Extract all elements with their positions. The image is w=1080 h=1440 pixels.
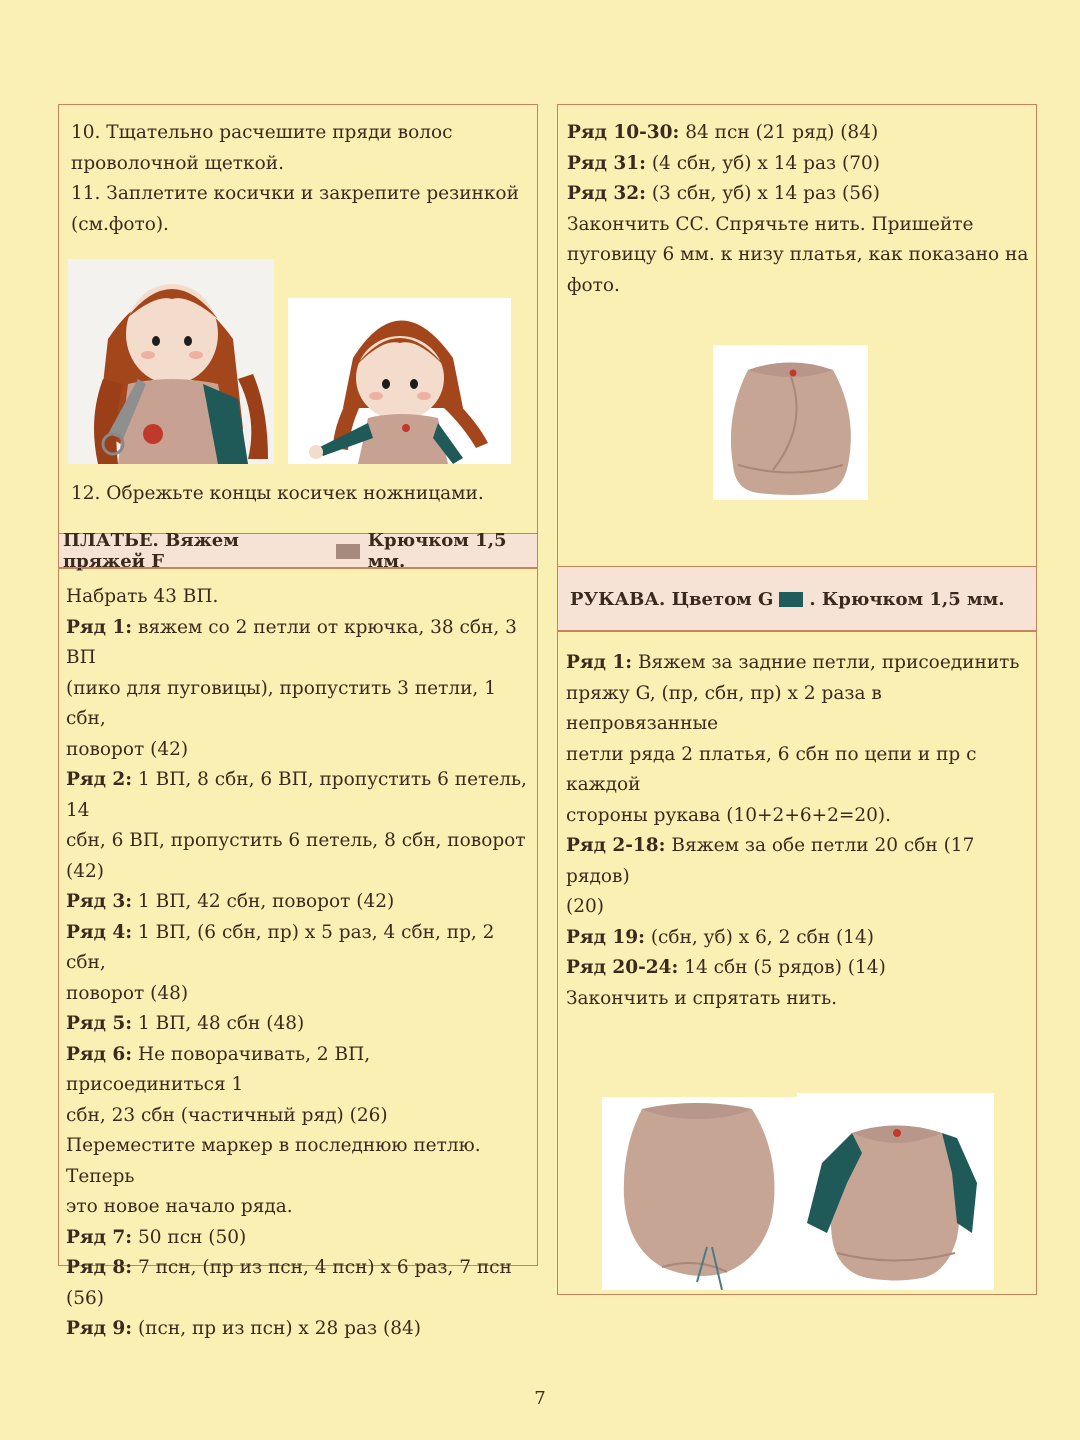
dress-start: Набрать 43 ВП. xyxy=(66,586,219,607)
sleeve-finish-note: Закончить и спрятать нить. xyxy=(566,987,838,1009)
step-12 xyxy=(71,479,531,510)
dress-row-2-cont: сбн, 6 ВП, пропустить 6 петель, 8 сбн, поворот xyxy=(66,830,526,851)
row-label: Ряд 4: xyxy=(66,921,133,943)
row-label: Ряд 2-18: xyxy=(566,835,666,856)
sleeve-row-1: Ряд 1: Вяжем за задние петли, присоединить xyxy=(566,652,1020,673)
row-label: Ряд 9: xyxy=(66,1318,133,1339)
page-number: 7 xyxy=(534,1388,546,1409)
dress-rows-continued xyxy=(567,118,1029,301)
step-11-cont: (см.фото). xyxy=(71,213,169,235)
dress-with-sleeves-photo xyxy=(797,1093,994,1290)
row-label: Ряд 10-30: xyxy=(567,122,680,143)
step-11-line: 11. Заплетите косички и закрепите резинкой xyxy=(71,183,519,204)
row-label: Ряд 32: xyxy=(567,183,646,204)
row-label: Ряд 31: xyxy=(567,152,646,174)
dress-photo xyxy=(713,345,868,500)
sleeve-row-1-cont: петли ряда 2 платья, 6 сбн по цепи и пр с каждой xyxy=(566,743,977,795)
dress-instructions xyxy=(66,582,532,1345)
sleeve-row-20-24: Ряд 20-24: 14 сбн (5 рядов) (14) xyxy=(566,957,886,978)
marker-note: Переместите маркер в последнюю петлю. Теперь xyxy=(66,1135,481,1187)
row-label: Ряд 3: xyxy=(66,891,133,912)
dress-header-hook: Крючком 1,5 мм. xyxy=(367,530,507,572)
row-label: Ряд 6: xyxy=(66,1043,133,1065)
dress-row-2-cont: (42) xyxy=(66,860,104,882)
finish-note: Закончить СС. Спрячьте нить. Пришейте xyxy=(567,213,974,235)
row-label: Ряд 19: xyxy=(566,926,645,948)
step-12-line: 12. Обрежьте концы косичек ножницами. xyxy=(71,483,484,504)
dress-row-7: Ряд 7: 50 псн (50) xyxy=(66,1226,247,1248)
sleeve-header-title: РУКАВА. Цветом G xyxy=(570,588,774,610)
yarn-g-swatch xyxy=(779,592,803,607)
dress-header-title: ПЛАТЬЕ. Вяжем пряжей F xyxy=(63,530,239,572)
hair-steps xyxy=(71,118,531,240)
dress-section-header xyxy=(58,530,538,572)
sleeve-row-1-cont: стороны рукава (10+2+6+2=20). xyxy=(566,804,892,826)
dress-row-1-cont: поворот (42) xyxy=(66,738,189,760)
sleeve-instructions xyxy=(566,648,1030,1014)
yarn-f-swatch xyxy=(336,544,360,559)
dress-row-8: Ряд 8: 7 псн, (пр из псн, 4 псн) х 6 раз, 7 псн (56) xyxy=(66,1257,512,1309)
sleeve-row-1-cont: пряжу G, (пр, сбн, пр) х 2 раза в непровязанные xyxy=(566,682,882,734)
sleeve-row-19: Ряд 19: (сбн, уб) х 6, 2 сбн (14) xyxy=(566,926,874,948)
doll-photo-braids xyxy=(288,298,511,464)
dress-row-4: Ряд 4: 1 ВП, (6 сбн, пр) х 5 раз, 4 сбн, пр, 2 сбн, xyxy=(66,921,495,973)
row-label: Ряд 2: xyxy=(66,769,133,790)
sleeve-section-header xyxy=(557,566,1037,632)
dress-row-5: Ряд 5: 1 ВП, 48 сбн (48) xyxy=(66,1013,305,1034)
dress-row-4-cont: поворот (48) xyxy=(66,982,189,1004)
dress-row-9: Ряд 9: (псн, пр из псн) х 28 раз (84) xyxy=(66,1318,421,1339)
row-label: Ряд 5: xyxy=(66,1013,133,1034)
dress-row-10-30: Ряд 10-30: 84 псн (21 ряд) (84) xyxy=(567,122,879,143)
dress-row-1-cont: (пико для пуговицы), пропустить 3 петли, 1 сбн, xyxy=(66,677,496,729)
row-label: Ряд 7: xyxy=(66,1226,133,1248)
step-10-cont: проволочной щеткой. xyxy=(71,152,284,174)
row-label: Ряд 8: xyxy=(66,1257,133,1278)
sleeve-header-hook: . Крючком 1,5 мм. xyxy=(809,588,1005,610)
row-label: Ряд 20-24: xyxy=(566,957,679,978)
sleeve-row-2-18: Ряд 2-18: Вяжем за обе петли 20 сбн (17 рядов) xyxy=(566,835,975,887)
row-label: Ряд 1: xyxy=(566,652,633,673)
dress-back-photo xyxy=(602,1097,797,1290)
marker-note-cont: это новое начало ряда. xyxy=(66,1196,293,1217)
doll-photo-brushing xyxy=(68,259,274,464)
step-10-line: 10. Тщательно расчешите пряди волос xyxy=(71,122,453,143)
dress-row-32: Ряд 32: (3 сбн, уб) х 14 раз (56) xyxy=(567,183,880,204)
dress-row-3: Ряд 3: 1 ВП, 42 сбн, поворот (42) xyxy=(66,891,395,912)
dress-row-1: Ряд 1: вяжем со 2 петли от крючка, 38 сбн, 3 ВП xyxy=(66,616,517,668)
finish-note-cont: пуговицу 6 мм. к низу платья, как показано на xyxy=(567,244,1029,265)
finish-note-cont: фото. xyxy=(567,274,620,296)
dress-row-6-cont: сбн, 23 сбн (частичный ряд) (26) xyxy=(66,1104,388,1126)
dress-row-6: Ряд 6: Не поворачивать, 2 ВП, присоединиться 1 xyxy=(66,1043,371,1095)
dress-row-31: Ряд 31: (4 сбн, уб) х 14 раз (70) xyxy=(567,152,880,174)
dress-row-2: Ряд 2: 1 ВП, 8 сбн, 6 ВП, пропустить 6 петель, 14 xyxy=(66,769,527,821)
sleeve-row-2-18-cont: (20) xyxy=(566,896,604,917)
row-label: Ряд 1: xyxy=(66,616,133,638)
